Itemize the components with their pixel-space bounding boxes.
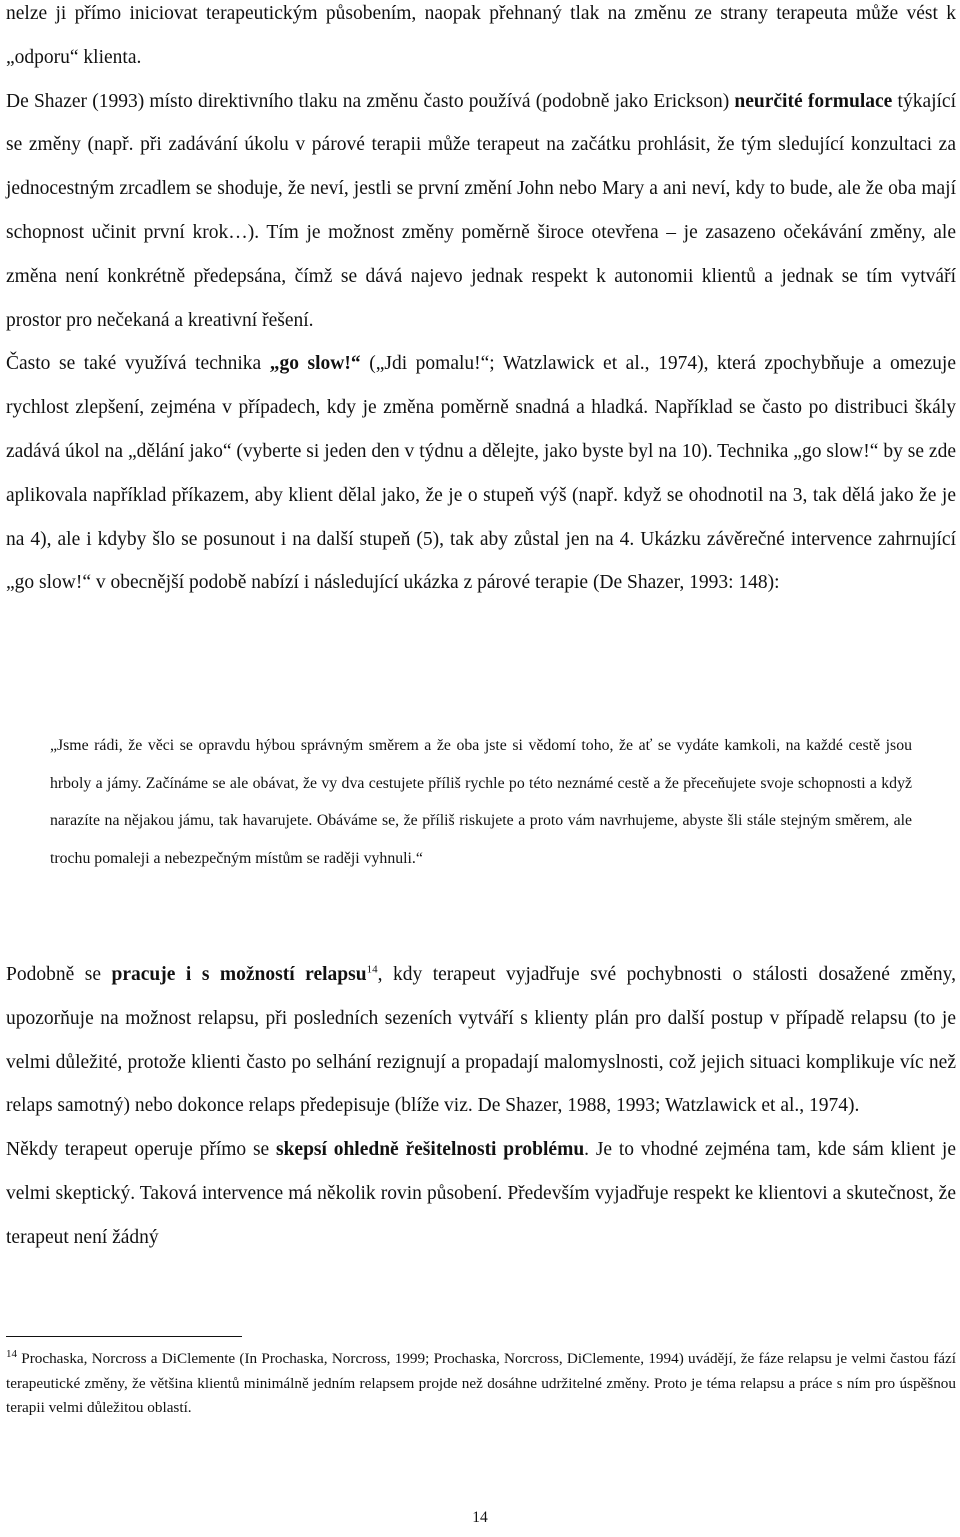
paragraph-1-text-a: nelze ji přímo iniciovat terapeutickým působením, naopak přehnaný tlak na změnu ze strany terapeuta může vést k „odporu“ klienta. [6, 3, 956, 68]
paragraph-1-text-c: týkající se změny (např. při zadávání úkolu v párové terapii může terapeut na začátku prohlásit, že tým sledující konzultaci za jednocestným zrcadlem se shoduje, že neví, jestli se první změní John nebo Mary a ani neví, kdy to bude, ale že oba mají schopnost učinit první krok…). Tím je možnost změny poměrně široce otevřena – je zasazeno očekávání změny, ale změna není konkrétně předepsána, čímž se dává najevo jednak respekt k autonomii klientů a jednak se tím vytváří prostor pro nečekaná a kreativní řešení. [6, 90, 957, 331]
footnote-marker: 14 [6, 1347, 17, 1360]
page-number: 14 [472, 1509, 488, 1526]
emphasis-vague-wording: neurčité formulace [734, 90, 893, 112]
paragraph-2-text-d: . Je to vhodné zejména tam, kde sám klient je velmi skeptický. Taková intervence má několik rovin působení. Především vyjadřuje respekt ke klientovi a skutečnost, že terapeut není žádný [6, 1139, 957, 1248]
footnote-text: Prochaska, Norcross a DiClemente (In Prochaska, Norcross, 1999; Prochaska, Norcross, DiClemente, 1994) uvádějí, že fáze relapsu je velmi častou fází terapeutické změny, že většina klientů minimálně jedním relapsem projde než dosáhne udržitelné změny. Proto je téma relapsu a práce s ním pro úspěšnou terapii velmi důležitou oblastí. [6, 1350, 956, 1417]
body-paragraph-2 [6, 953, 956, 1260]
paragraph-1-text-d: Často se také využívá technika [6, 353, 270, 375]
body-paragraph-1 [6, 0, 956, 605]
paragraph-2-text-a: Podobně se [6, 964, 112, 985]
paragraph-1-text-e: („Jdi pomalu!“; Watzlawick et al., 1974), která zpochybňuje a omezuje rychlost zlepšení, zejména v případech, kdy je změna poměrně snadná a hladká. Například se často po distribuci škály zadává úkol na „dělání jako“ (vyberte si jeden den v týdnu a dělejte, jako byste byl na 10). Technika „go slow!“ by se zde aplikovala například příkazem, aby klient dělal jako, že je o stupeň výš (např. když se ohodnotil na 3, tak dělá jako že je na 4), ale i kdyby šlo se posunout i na další stupeň (5), tak aby zůstal jen na 4. Ukázku závěrečné intervence zahrnující „go slow!“ v obecnější podobě nabízí i následující ukázka z párové terapie (De Shazer, 1993: 148): [6, 353, 956, 594]
block-quote: „Jsme rádi, že věci se opravdu hýbou správným směrem a že oba jste si vědomí toho, že ať se vydáte kamkoli, na každé cestě jsou hrboly a jámy. Začínáme se ale obávat, že vy dva cestujete příliš rychle po této neznámé cestě a že přeceňujete svoje schopnosti a když narazíte na nějakou jámu, tak havarujete. Obáváme se, že příliš riskujete a proto vám navrhujeme, abyste šli stále stejným směrem, ale trochu pomaleji a nebezpečným místům se raději vyhnuli.“ [50, 737, 912, 867]
paragraph-2-text-b: , kdy terapeut vyjadřuje své pochybnosti o stálosti dosažené změny, upozorňuje na možnost relapsu, při posledních sezeních vytváří s klienty plán pro další postup v případě relapsu (to je velmi důležité, protože klienti často po selhání rezignují a propadají malomyslnosti, což jejich situaci komplikuje víc než relaps samotný) nebo dokonce relaps předepisuje (blíže viz. De Shazer, 1988, 1993; Watzlawick et al., 1974). [6, 964, 956, 1117]
footnote-divider [6, 1336, 242, 1337]
emphasis-relapse: pracuje i s možností relapsu [111, 964, 367, 985]
paragraph-1-text-b: De Shazer (1993) místo direktivního tlaku na změnu často používá (podobně jako Erickson) [6, 90, 735, 112]
footnote [6, 1347, 956, 1421]
emphasis-skepticism: skepsí ohledně řešitelnosti problému [275, 1139, 585, 1161]
footnote-reference: 14 [366, 963, 378, 976]
paragraph-2-text-c: Někdy terapeut operuje přímo se [6, 1139, 276, 1161]
emphasis-go-slow: „go slow!“ [269, 353, 361, 375]
